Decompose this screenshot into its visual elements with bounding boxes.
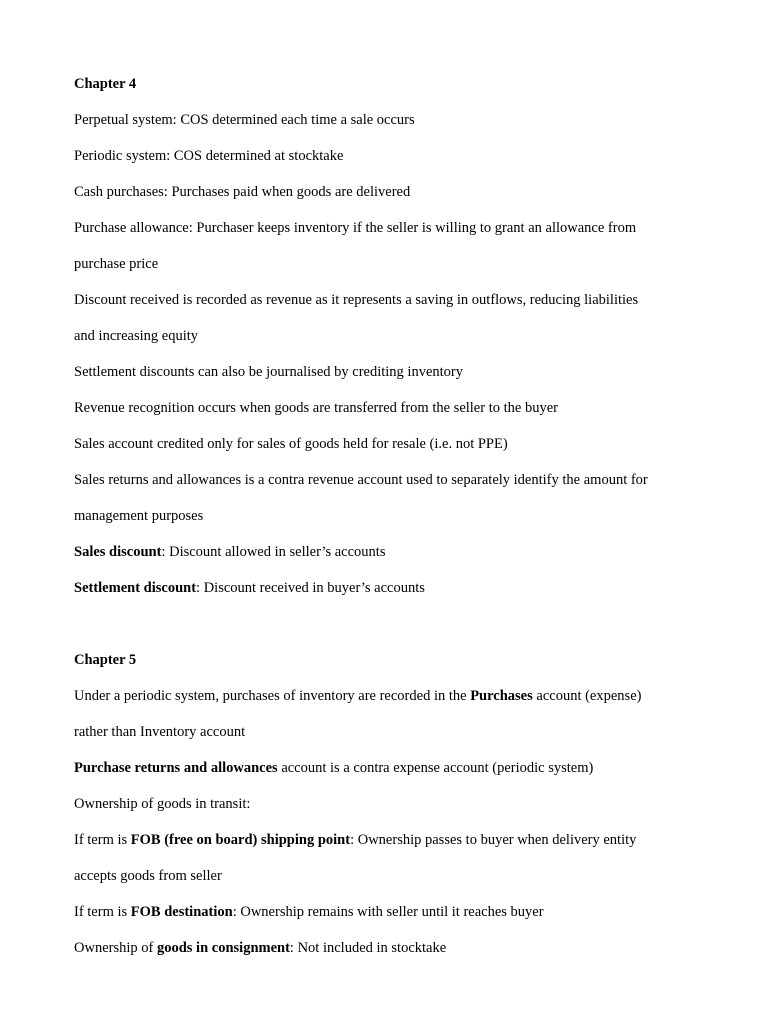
fob-shipping-point-line-1 — [74, 822, 714, 858]
sales-discount-definition: : Discount allowed in seller’s accounts — [161, 544, 386, 560]
document-page — [74, 66, 714, 966]
fob-shipping-pre: If term is — [74, 832, 131, 848]
purchase-returns-line — [74, 750, 714, 786]
fob-shipping-point-line-2: accepts goods from seller — [74, 868, 222, 884]
fob-destination-line — [74, 894, 714, 930]
sales-returns-line-1: Sales returns and allowances is a contra revenue account used to separately identify the amount for — [74, 472, 648, 488]
revenue-recognition-line: Revenue recognition occurs when goods are transferred from the seller to the buyer — [74, 400, 558, 416]
purchase-allowance-line-1: Purchase allowance: Purchaser keeps inventory if the seller is willing to grant an allowance from — [74, 220, 637, 236]
discount-received-line-2: and increasing equity — [74, 328, 199, 344]
purchase-allowance-line-2: purchase price — [74, 256, 159, 272]
sales-discount-term: Sales discount — [74, 544, 162, 560]
periodic-system-line: Periodic system: COS determined at stocktake — [74, 148, 344, 164]
consignment-pre: Ownership of — [74, 940, 157, 956]
periodic-purchases-pre: Under a periodic system, purchases of inventory are recorded in the — [74, 688, 471, 704]
settlement-discount-term: Settlement discount — [74, 580, 197, 596]
sales-returns-line-2: management purposes — [74, 508, 204, 524]
sales-account-line: Sales account credited only for sales of goods held for resale (i.e. not PPE) — [74, 436, 508, 452]
consignment-term: goods in consignment — [156, 940, 290, 956]
chapter-5-heading: Chapter 5 — [74, 652, 137, 668]
fob-shipping-definition: : Ownership passes to buyer when delivery entity — [350, 832, 637, 848]
purchase-returns-term: Purchase returns and allowances — [74, 760, 278, 776]
fob-destination-pre: If term is — [74, 904, 131, 920]
periodic-purchases-line-1 — [74, 678, 714, 714]
settlement-discount-definition: : Discount received in buyer’s accounts — [196, 580, 425, 596]
periodic-purchases-line-2: rather than Inventory account — [74, 724, 246, 740]
consignment-line — [74, 930, 714, 966]
purchases-term: Purchases — [470, 688, 533, 704]
chapter-4-heading: Chapter 4 — [74, 76, 137, 92]
goods-in-transit-line: Ownership of goods in transit: — [74, 796, 251, 812]
sales-discount-line — [74, 534, 714, 570]
perpetual-system-line: Perpetual system: COS determined each time a sale occurs — [74, 112, 415, 128]
settlement-journal-line: Settlement discounts can also be journalised by crediting inventory — [74, 364, 463, 380]
fob-destination-definition: : Ownership remains with seller until it reaches buyer — [232, 904, 544, 920]
cash-purchases-line: Cash purchases: Purchases paid when goods are delivered — [74, 184, 411, 200]
discount-received-line-1: Discount received is recorded as revenue as it represents a saving in outflows, reducing liabilities — [74, 292, 639, 308]
consignment-definition: : Not included in stocktake — [289, 940, 447, 956]
purchase-returns-definition: account is a contra expense account (periodic system) — [277, 760, 594, 776]
fob-shipping-point-term: FOB (free on board) shipping point — [130, 832, 351, 848]
section-spacer — [74, 606, 714, 642]
fob-destination-term: FOB destination — [130, 904, 233, 920]
settlement-discount-line — [74, 570, 714, 606]
periodic-purchases-post: account (expense) — [532, 688, 642, 704]
